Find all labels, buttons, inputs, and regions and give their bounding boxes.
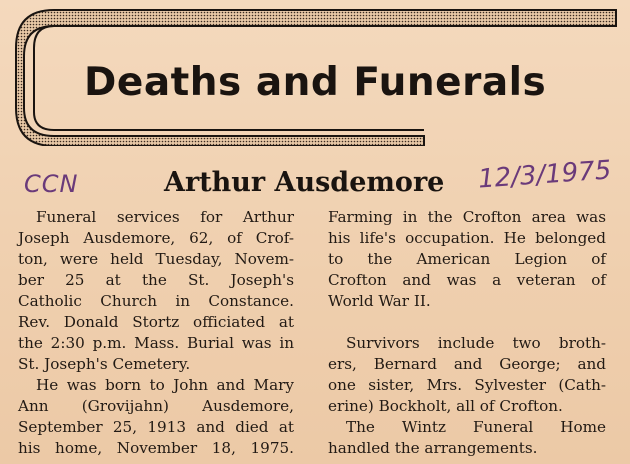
article-column-left xyxy=(18,207,294,459)
text-line: ton, were held Tuesday, Novem- xyxy=(18,250,294,268)
text-line: Crofton and was a veteran of xyxy=(328,271,606,289)
text-line: erine) Bockholt, all of Crofton. xyxy=(328,397,563,415)
text-line: his life's occupation. He belonged xyxy=(328,229,606,247)
paragraph-gap xyxy=(328,312,606,333)
text-line: Joseph Ausdemore, 62, of Crof- xyxy=(18,229,294,247)
text-line: to the American Legion of xyxy=(328,250,606,268)
text-line: The Wintz Funeral Home xyxy=(346,418,606,436)
article-column-right xyxy=(328,207,606,459)
section-banner xyxy=(14,8,618,146)
text-line: Funeral services for Arthur xyxy=(36,208,294,226)
text-line: ber 25 at the St. Joseph's xyxy=(18,271,294,289)
text-line: World War II. xyxy=(328,292,431,310)
text-line: September 25, 1913 and died at xyxy=(18,418,294,436)
text-line: handled the arrangements. xyxy=(328,439,538,457)
text-line: Rev. Donald Stortz officiated at xyxy=(18,313,294,331)
text-line: Ann (Grovijahn) Ausdemore, xyxy=(18,397,294,415)
text-line: Farming in the Crofton area was xyxy=(328,208,606,226)
text-line: Survivors include two broth- xyxy=(346,334,606,352)
text-line: St. Joseph's Cemetery. xyxy=(18,355,191,373)
section-title: Deaths and Funerals xyxy=(84,60,547,105)
article-headline: Arthur Ausdemore xyxy=(164,167,445,198)
text-line: the 2:30 p.m. Mass. Burial was in xyxy=(18,334,294,352)
text-line: Catholic Church in Constance. xyxy=(18,292,294,310)
text-line: one sister, Mrs. Sylvester (Cath- xyxy=(328,376,606,394)
text-line: ers, Bernard and George; and xyxy=(328,355,606,373)
text-line: He was born to John and Mary xyxy=(36,376,294,394)
handwritten-date: 12/3/1975 xyxy=(477,155,613,195)
handwritten-initials: CCN xyxy=(24,170,79,198)
text-line: his home, November 18, 1975. xyxy=(18,439,294,457)
